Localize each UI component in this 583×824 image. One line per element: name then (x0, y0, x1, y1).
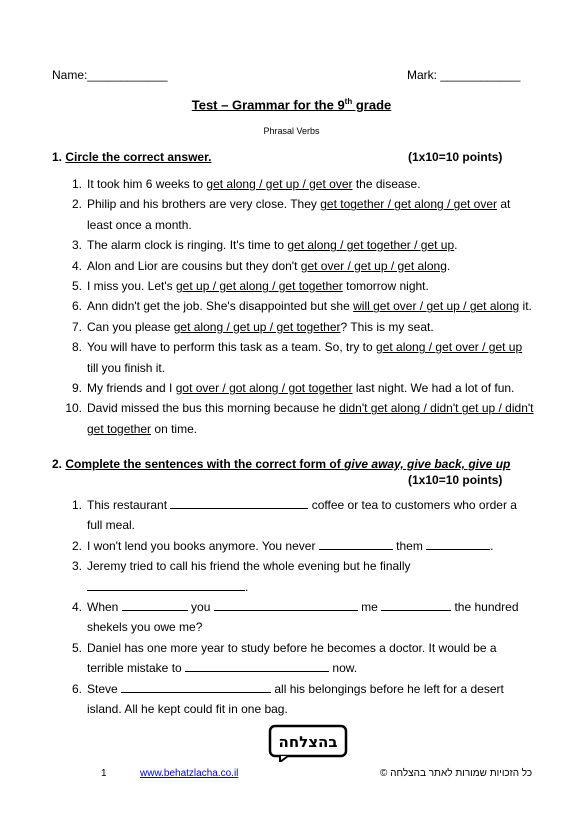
answer-options[interactable]: get along / get up / get over (206, 177, 353, 191)
website-link[interactable]: www.behatzlacha.co.il (140, 768, 239, 779)
list-item: 1. It took him 6 weeks to get along / get up / get over the disease. (71, 177, 421, 191)
answer-blank[interactable] (121, 681, 271, 693)
section-2-points: (1x10=10 points) (408, 473, 503, 487)
answer-options[interactable]: get along / get together / get up (287, 238, 455, 253)
answer-options[interactable]: got over / got along / got together (175, 381, 353, 396)
page-subtitle: Phrasal Verbs (263, 126, 320, 136)
answer-options[interactable]: get together / get along / get over (320, 197, 498, 212)
list-item: 9. My friends and I got over / got along / got together last night. We had a lot of fun. (71, 381, 515, 396)
list-item: 3. Jeremy tried to call his friend the whole evening but he finally . (71, 559, 411, 594)
answer-options[interactable]: get along / get up / get together (173, 319, 341, 334)
list-item: 6. Ann didn't get the job. She's disappointed but she will get over / get up / get along it. (71, 299, 532, 314)
list-item: 5. I miss you. Let's get up / get along / get together tomorrow night. (71, 279, 429, 294)
list-item: 10. David missed the bus this morning because he didn't get along / didn't get up / didn't get together on time. (65, 401, 534, 436)
answer-blank[interactable] (214, 599, 358, 611)
answer-blank[interactable] (170, 497, 308, 509)
answer-blank[interactable] (319, 538, 393, 550)
answer-options[interactable]: didn't get along / didn't get up / didn't get together (87, 401, 534, 436)
list-item: 2. I won't lend you books anymore. You never them . (71, 538, 494, 553)
name-field-label: Name:____________ (52, 68, 168, 82)
section-1-question-list (64, 174, 534, 439)
answer-options[interactable]: get over / get up / get along (300, 258, 447, 273)
list-item: 1. This restaurant coffee or tea to customers who order a full meal. (71, 498, 517, 533)
list-item: 3. The alarm clock is ringing. It's time to get along / get together / get up. (71, 238, 458, 253)
list-item: 7. Can you please get along / get up / get together? This is my seat. (71, 319, 434, 334)
list-item: 6. Steve all his belongings before he left for a desert island. All he kept could fit in one bag. (71, 681, 504, 717)
list-item: 4. When you me the hundred shekels you owe me? (71, 600, 519, 635)
answer-options[interactable]: get up / get along / get together (176, 279, 343, 294)
list-item: 8. You will have to perform this task as a team. So, try to get along / get over / get up till you finish it. (71, 340, 523, 375)
answer-blank[interactable] (87, 579, 245, 591)
list-item: 4. Alon and Lior are cousins but they don't get over / get up / get along. (71, 258, 451, 273)
answer-blank[interactable] (185, 660, 329, 672)
answer-blank[interactable] (122, 599, 188, 611)
list-item: 5. Daniel has one more year to study before he becomes a doctor. It would be a terrible mistake to now. (71, 640, 497, 676)
answer-blank[interactable] (381, 599, 451, 611)
page-number: 1 (101, 768, 107, 779)
mark-field-label: Mark: ____________ (407, 68, 521, 82)
answer-blank[interactable] (426, 538, 490, 550)
answer-options[interactable]: get along / get over / get up (376, 340, 523, 355)
section-1-points: (1x10=10 points) (408, 150, 503, 164)
answer-options[interactable]: will get over / get up / get along (353, 299, 520, 314)
list-item: 2. Philip and his brothers are very close. They get together / get along / get over at least once a month. (71, 197, 511, 232)
section-1-heading: 1. Circle the correct answer. (52, 150, 212, 164)
svg-text:בהצלחה: בהצלחה (278, 733, 338, 751)
copyright-notice: כל הזכויות שמורות לאתר בהצלחה © (380, 768, 533, 779)
page-title: Test – Grammar for the 9th grade (191, 97, 392, 113)
section-2-heading: 2. Complete the sentences with the correct form of give away, give back, give up (52, 457, 511, 471)
section-2-question-list (64, 495, 534, 719)
behatzlacha-logo (268, 724, 348, 762)
